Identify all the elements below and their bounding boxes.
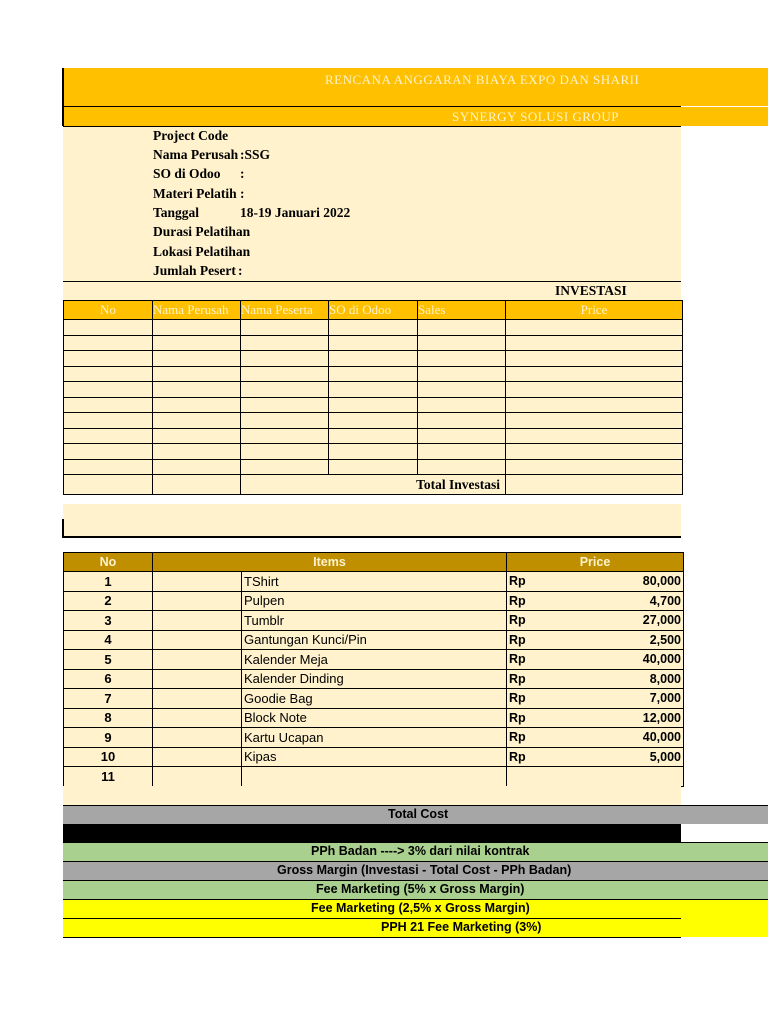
table-cell[interactable] [329, 428, 418, 444]
table-cell[interactable] [329, 397, 418, 413]
table-cell[interactable] [418, 428, 506, 444]
pph21-row [63, 918, 681, 938]
table-cell[interactable] [329, 444, 418, 460]
table-cell[interactable] [64, 335, 153, 351]
row-number: 2 [64, 591, 153, 611]
tanggal-value: 18-19 Januari 2022 [240, 205, 351, 220]
table-cell[interactable] [418, 366, 506, 382]
table-cell[interactable] [153, 572, 242, 592]
table-cell[interactable] [153, 475, 241, 495]
table-cell[interactable] [329, 459, 418, 475]
currency-label: Rp [509, 710, 526, 725]
table-cell[interactable] [241, 459, 329, 475]
row-number: 5 [64, 650, 153, 670]
table-row [64, 747, 684, 767]
item-name[interactable]: Pulpen [242, 591, 507, 611]
table-row [64, 335, 683, 351]
table-cell[interactable] [153, 444, 241, 460]
table-cell[interactable] [153, 335, 241, 351]
table-cell[interactable] [64, 397, 153, 413]
yellow-fill [681, 918, 768, 937]
price-value: 40,000 [642, 730, 681, 745]
table-row [64, 650, 684, 670]
table-cell[interactable] [153, 397, 241, 413]
total-investasi-row [64, 475, 683, 495]
cost-header-row [64, 553, 684, 572]
table-cell[interactable] [506, 335, 683, 351]
item-name[interactable]: TShirt [242, 572, 507, 592]
table-row [64, 591, 684, 611]
table-cell[interactable] [153, 459, 241, 475]
col-header-no: No [64, 553, 153, 572]
table-cell[interactable] [418, 397, 506, 413]
price-value: 80,000 [642, 574, 681, 589]
item-name[interactable] [242, 767, 507, 787]
jumlah-label: Jumlah Pesert [153, 263, 236, 278]
lokasi-label: Lokasi Pelatihan [153, 244, 251, 259]
investasi-table [63, 300, 683, 495]
row-number: 4 [64, 630, 153, 650]
left-border [62, 519, 64, 538]
pph21-label: PPH 21 Fee Marketing (3%) [381, 920, 542, 934]
table-cell[interactable] [153, 591, 242, 611]
so-label: SO di Odoo [153, 166, 221, 181]
row-number: 3 [64, 611, 153, 631]
subtitle-band [63, 107, 768, 126]
item-name[interactable]: Gantungan Kunci/Pin [242, 630, 507, 650]
table-row [64, 366, 683, 382]
project-code-label: Project Code [153, 128, 229, 143]
table-row [64, 351, 683, 367]
total-cost-label: Total Cost [388, 807, 449, 821]
table-cell[interactable] [153, 366, 241, 382]
table-cell[interactable] [418, 335, 506, 351]
table-cell[interactable] [241, 320, 329, 336]
pph-badan-label: PPh Badan ----> 3% dari nilai kontrak [311, 844, 530, 858]
table-cell[interactable] [329, 320, 418, 336]
currency-label: Rp [509, 613, 526, 628]
table-cell[interactable] [418, 382, 506, 398]
item-name[interactable]: Kalender Dinding [242, 669, 507, 689]
company-value: :SSG [240, 147, 271, 162]
sheet-subtitle: SYNERGY SOLUSI GROUP [452, 109, 619, 124]
investasi-header-row [64, 301, 683, 320]
table-cell[interactable] [153, 728, 242, 748]
total-investasi-label: Total Investasi [416, 476, 500, 492]
price-value: 8,000 [649, 671, 681, 686]
black-band [63, 824, 681, 843]
item-price[interactable] [507, 611, 684, 631]
item-price[interactable] [507, 572, 684, 592]
price-value: 27,000 [642, 613, 681, 628]
fee-marketing-5-row [63, 880, 768, 899]
price-value: 4,700 [649, 593, 681, 608]
item-name[interactable]: Block Note [242, 708, 507, 728]
currency-label: Rp [509, 691, 526, 706]
price-value: 12,000 [642, 710, 681, 725]
table-cell[interactable] [153, 747, 242, 767]
table-cell[interactable] [64, 351, 153, 367]
table-cell[interactable] [64, 413, 153, 429]
fee-marketing-25-row [63, 899, 768, 918]
gross-margin-row [63, 861, 768, 880]
table-row [64, 382, 683, 398]
cost-table [63, 552, 684, 787]
materi-value: : [240, 186, 245, 201]
table-cell[interactable] [153, 708, 242, 728]
table-cell[interactable] [506, 351, 683, 367]
col-header-nama-perusahaan: Nama Perusah [153, 301, 241, 320]
table-cell[interactable] [241, 428, 329, 444]
table-cell[interactable] [329, 382, 418, 398]
fee-marketing-5-label: Fee Marketing (5% x Gross Margin) [316, 882, 525, 896]
table-cell[interactable] [241, 382, 329, 398]
tanggal-label: Tanggal [153, 205, 200, 220]
table-cell[interactable] [153, 689, 242, 709]
table-cell[interactable] [241, 351, 329, 367]
table-cell[interactable] [329, 335, 418, 351]
col-header-no: No [64, 301, 153, 320]
currency-label: Rp [509, 574, 526, 589]
currency-label: Rp [509, 730, 526, 745]
row-number: 11 [64, 767, 153, 787]
table-cell[interactable] [241, 366, 329, 382]
col-header-price: Price [507, 553, 684, 572]
table-cell[interactable] [418, 444, 506, 460]
table-cell[interactable] [329, 351, 418, 367]
table-row [64, 669, 684, 689]
table-cell[interactable] [153, 669, 242, 689]
table-cell[interactable] [506, 428, 683, 444]
price-value: 40,000 [642, 652, 681, 667]
table-row [64, 413, 683, 429]
total-investasi-cell [241, 475, 506, 495]
item-price[interactable] [507, 689, 684, 709]
table-row [64, 630, 684, 650]
table-row [64, 708, 684, 728]
item-name[interactable]: Kipas [242, 747, 507, 767]
row-number: 7 [64, 689, 153, 709]
row-number: 8 [64, 708, 153, 728]
col-header-items: Items [153, 553, 507, 572]
table-cell[interactable] [506, 413, 683, 429]
total-investasi-value[interactable] [506, 475, 683, 495]
table-cell[interactable] [241, 397, 329, 413]
table-cell[interactable] [153, 428, 241, 444]
item-price[interactable] [507, 591, 684, 611]
item-price[interactable] [507, 767, 684, 787]
table-cell[interactable] [153, 351, 241, 367]
col-header-price: Price [506, 301, 683, 320]
table-cell[interactable] [64, 444, 153, 460]
table-cell[interactable] [418, 320, 506, 336]
col-header-so: SO di Odoo [329, 301, 418, 320]
table-cell[interactable] [241, 413, 329, 429]
item-price[interactable] [507, 669, 684, 689]
table-cell[interactable] [64, 459, 153, 475]
row-number: 9 [64, 728, 153, 748]
table-cell[interactable] [418, 351, 506, 367]
table-cell[interactable] [153, 650, 242, 670]
table-cell[interactable] [506, 320, 683, 336]
item-name[interactable]: Kartu Ucapan [242, 728, 507, 748]
table-cell[interactable] [506, 382, 683, 398]
item-price[interactable] [507, 728, 684, 748]
item-name[interactable]: Goodie Bag [242, 689, 507, 709]
currency-label: Rp [509, 671, 526, 686]
item-name[interactable]: Tumblr [242, 611, 507, 631]
table-cell[interactable] [418, 413, 506, 429]
table-cell[interactable] [64, 366, 153, 382]
table-cell[interactable] [153, 767, 242, 787]
item-price[interactable] [507, 708, 684, 728]
table-cell[interactable] [506, 397, 683, 413]
currency-label: Rp [509, 749, 526, 764]
table-cell[interactable] [153, 611, 242, 631]
currency-label: Rp [509, 593, 526, 608]
col-header-sales: Sales [418, 301, 506, 320]
table-row [64, 459, 683, 475]
table-cell[interactable] [418, 459, 506, 475]
currency-label: Rp [509, 632, 526, 647]
price-value: 2,500 [649, 632, 681, 647]
sheet-title: RENCANA ANGGARAN BIAYA EXPO DAN SHARII [325, 72, 640, 87]
table-cell[interactable] [153, 382, 241, 398]
table-cell[interactable] [153, 413, 241, 429]
durasi-label: Durasi Pelatihan [153, 224, 251, 239]
item-price[interactable] [507, 650, 684, 670]
table-row [64, 572, 684, 592]
company-label: Nama Perusah [153, 147, 239, 162]
table-cell[interactable] [241, 444, 329, 460]
table-cell[interactable] [506, 444, 683, 460]
divider [63, 536, 681, 538]
table-cell[interactable] [64, 428, 153, 444]
table-cell[interactable] [64, 320, 153, 336]
spacer-band [63, 786, 681, 805]
price-value: 7,000 [649, 691, 681, 706]
table-row [64, 444, 683, 460]
row-number: 6 [64, 669, 153, 689]
table-cell[interactable] [506, 459, 683, 475]
investasi-label: INVESTASI [555, 283, 627, 298]
price-value: 5,000 [649, 749, 681, 764]
table-row [64, 397, 683, 413]
row-number: 1 [64, 572, 153, 592]
item-name[interactable]: Kalender Meja [242, 650, 507, 670]
jumlah-value: : [238, 263, 243, 278]
item-price[interactable] [507, 630, 684, 650]
table-cell[interactable] [64, 382, 153, 398]
table-cell[interactable] [506, 366, 683, 382]
pph-badan-row [63, 842, 768, 861]
table-cell[interactable] [241, 335, 329, 351]
table-row [64, 611, 684, 631]
materi-label: Materi Pelatih [153, 186, 237, 201]
table-row [64, 767, 684, 787]
fee-marketing-25-label: Fee Marketing (2,5% x Gross Margin) [311, 901, 530, 915]
col-header-nama-peserta: Nama Peserta [241, 301, 329, 320]
spacer-band [63, 504, 681, 536]
table-cell[interactable] [153, 630, 242, 650]
currency-label: Rp [509, 652, 526, 667]
table-cell[interactable] [329, 413, 418, 429]
row-number: 10 [64, 747, 153, 767]
table-row [64, 728, 684, 748]
table-cell[interactable] [329, 366, 418, 382]
item-price[interactable] [507, 747, 684, 767]
table-row [64, 689, 684, 709]
table-cell[interactable] [64, 475, 153, 495]
table-row [64, 320, 683, 336]
table-row [64, 428, 683, 444]
total-cost-row [63, 805, 768, 824]
so-value: : [240, 166, 245, 181]
table-cell[interactable] [153, 320, 241, 336]
left-border [62, 68, 64, 126]
gross-margin-label: Gross Margin (Investasi - Total Cost - PPh Badan) [277, 863, 572, 877]
